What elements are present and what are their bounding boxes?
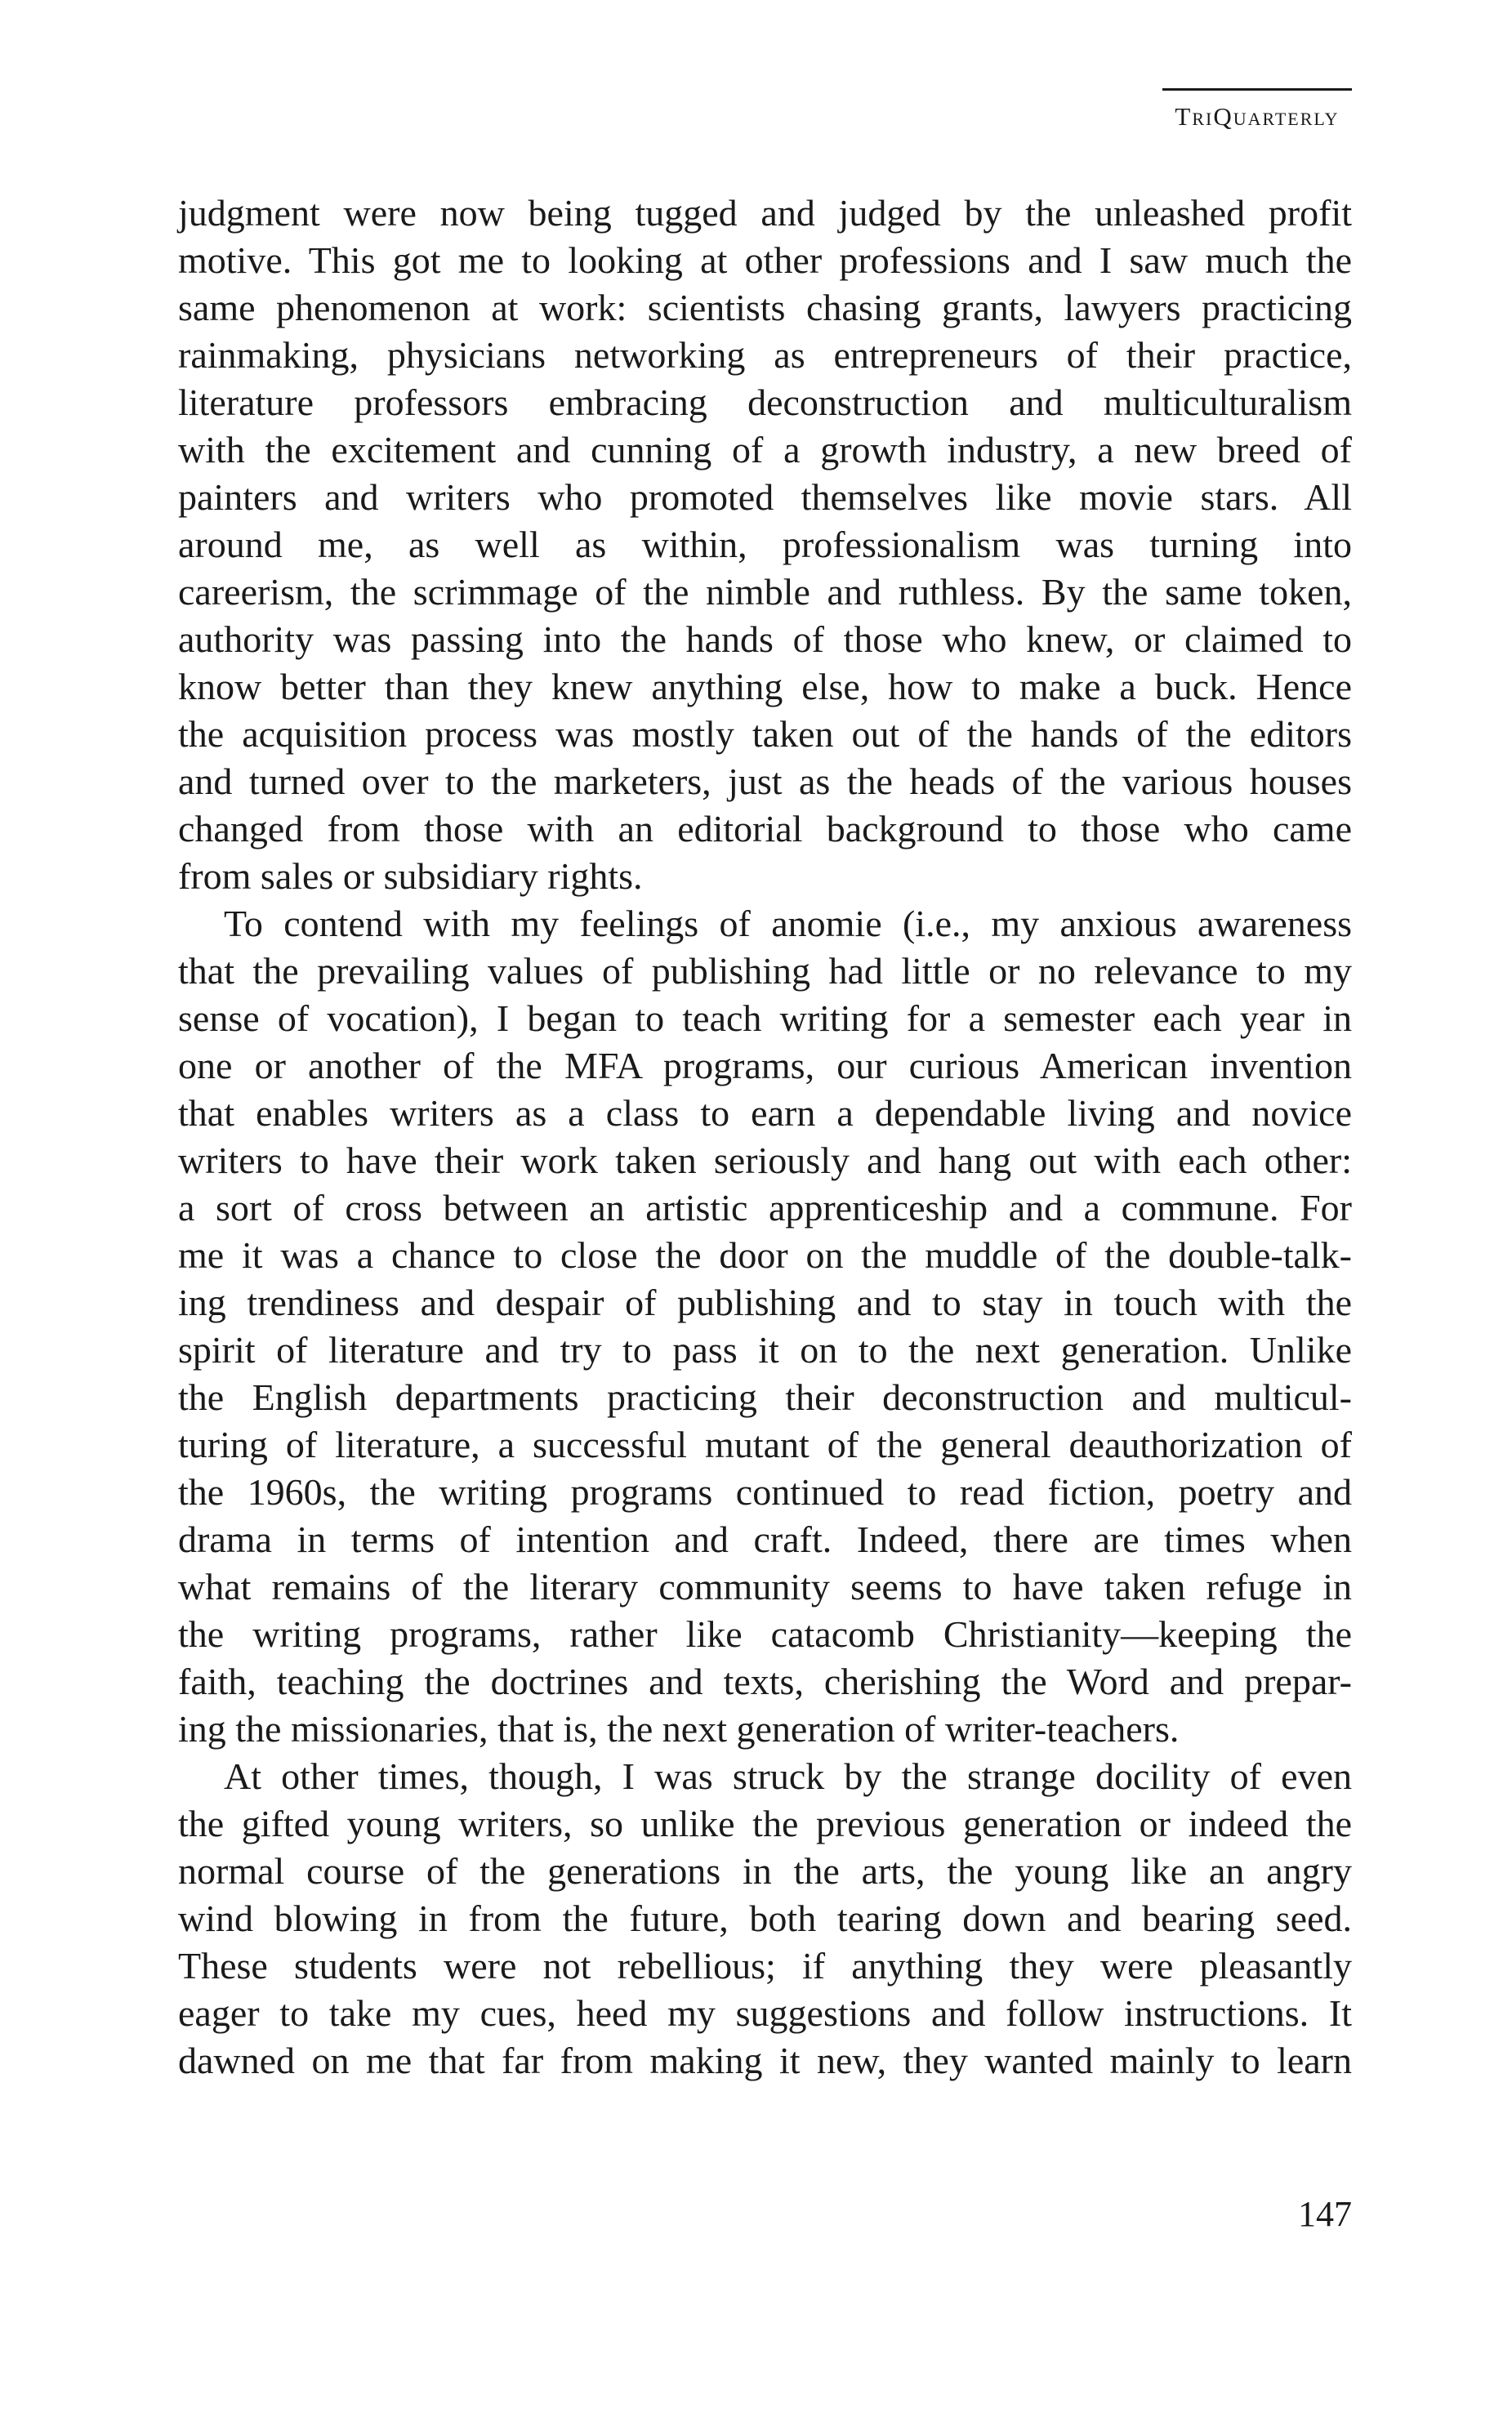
text-line: the acquisition process was mostly taken out of the hands of the editors (178, 713, 1352, 755)
running-head: TriQuarterly (1162, 88, 1352, 132)
text-line: turing of literature, a successful mutant of the general deauthorization of (178, 1424, 1352, 1465)
text-line: faith, teaching the doctrines and texts, cherishing the Word and prepar- (178, 1661, 1352, 1702)
text-line: rainmaking, physicians networking as entrepreneurs of their practice, (178, 334, 1352, 376)
text-line: that the prevailing values of publishing had little or no relevance to my (178, 950, 1352, 992)
text-line: and turned over to the marketers, just as the heads of the various houses (178, 760, 1352, 802)
text-line: authority was passing into the hands of those who knew, or claimed to (178, 618, 1352, 660)
text-line: the 1960s, the writing programs continued to read fiction, poetry and (178, 1471, 1352, 1513)
body-text (178, 190, 1352, 2085)
text-line: the gifted young writers, so unlike the previous generation or indeed the (178, 1803, 1352, 1844)
text-line: spirit of literature and try to pass it on to the next generation. Unlike (178, 1329, 1352, 1371)
text-line: the writing programs, rather like catacomb Christianity—keeping the (178, 1613, 1352, 1655)
text-line: writers to have their work taken seriously and hang out with each other: (178, 1139, 1352, 1181)
text-line: that enables writers as a class to earn a dependable living and novice (178, 1092, 1352, 1134)
text-line: painters and writers who promoted themselves like movie stars. All (178, 476, 1352, 518)
text-line: know better than they knew anything else, how to make a buck. Hence (178, 666, 1352, 707)
text-line: To contend with my feelings of anomie (i.e., my anxious awareness (224, 903, 1352, 944)
text-line: me it was a chance to close the door on the muddle of the double-talk- (178, 1234, 1352, 1276)
text-line: At other times, though, I was struck by the strange docility of even (224, 1755, 1352, 1797)
text-line: literature professors embracing deconstruction and multiculturalism (178, 381, 1352, 423)
text-line: judgment were now being tugged and judged by the unleashed profit (178, 192, 1352, 234)
text-line: what remains of the literary community seems to have taken refuge in (178, 1566, 1352, 1608)
text-line: dawned on me that far from making it new, they wanted mainly to learn (178, 2040, 1352, 2081)
text-line: a sort of cross between an artistic apprenticeship and a commune. For (178, 1187, 1352, 1229)
text-line: ing trendiness and despair of publishing and to stay in touch with the (178, 1282, 1352, 1323)
text-line: around me, as well as within, professionalism was turning into (178, 524, 1352, 565)
text-line: eager to take my cues, heed my suggestions and follow instructions. It (178, 1992, 1352, 2034)
page-number: 147 (1298, 2194, 1352, 2234)
text-line: normal course of the generations in the arts, the young like an angry (178, 1850, 1352, 1892)
text-line: These students were not rebellious; if anything they were pleasantly (178, 1945, 1352, 1987)
text-line: from sales or subsidiary rights. (178, 855, 643, 897)
text-line: the English departments practicing their deconstruction and multicul- (178, 1376, 1352, 1418)
text-line: changed from those with an editorial background to those who came (178, 808, 1352, 850)
text-line: with the excitement and cunning of a growth industry, a new breed of (178, 429, 1352, 470)
text-line: careerism, the scrimmage of the nimble and ruthless. By the same token, (178, 571, 1352, 613)
text-line: ing the missionaries, that is, the next generation of writer-teachers. (178, 1708, 1180, 1750)
text-line: drama in terms of intention and craft. Indeed, there are times when (178, 1518, 1352, 1560)
text-line: one or another of the MFA programs, our curious American invention (178, 1045, 1352, 1086)
text-line: same phenomenon at work: scientists chasing grants, lawyers practicing (178, 287, 1352, 328)
text-line: wind blowing in from the future, both tearing down and bearing seed. (178, 1897, 1352, 1939)
text-line: sense of vocation), I began to teach writing for a semester each year in (178, 997, 1352, 1039)
text-line: motive. This got me to looking at other professions and I saw much the (178, 239, 1352, 281)
